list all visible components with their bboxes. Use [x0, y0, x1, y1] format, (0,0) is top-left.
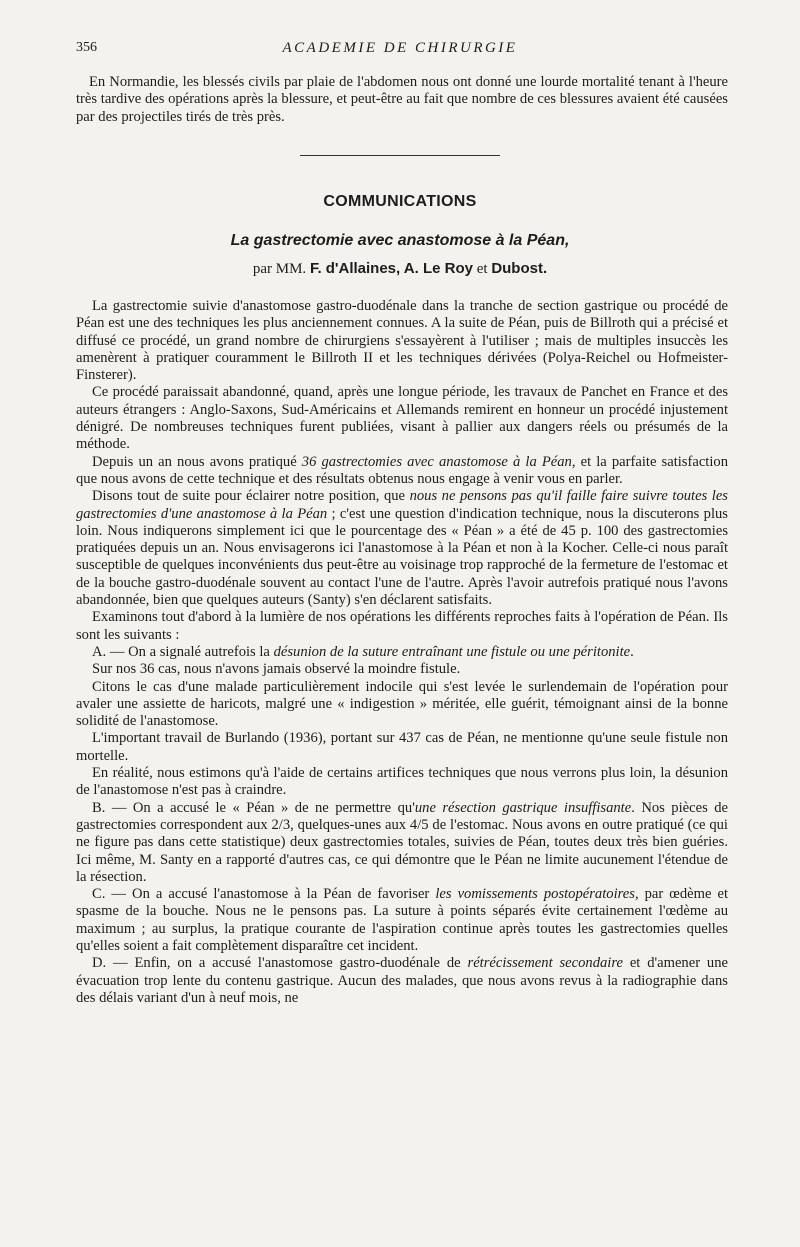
paragraph: Ce procédé paraissait abandonné, quand, après une longue période, les travaux de Panchet en France et des auteurs étrangers : Anglo-Saxons, Sud-Américains et Allemands remirent en honneur un procédé injustement dénigré. De nombreuses techniques furent publiées, visant à pallier aux dangers réels ou présumés de la méthode. — [76, 384, 728, 453]
paragraph-emphasis: rétrécissement secondaire — [467, 955, 623, 972]
paragraph-emphasis: 36 gastrectomies avec anastomose à la Péan — [301, 453, 572, 470]
paragraph-text: C. — On a accusé l'anastomose à la Péan de favoriser — [92, 886, 436, 903]
intro-text — [76, 74, 728, 126]
paragraph: En réalité, nous estimons qu'à l'aide de certains artifices techniques que nous verrons plus loin, la désunion de l'anastomose n'est pas à craindre. — [76, 765, 728, 799]
paragraph — [76, 800, 728, 886]
paragraph — [76, 644, 728, 661]
paragraph: Examinons tout d'abord à la lumière de nos opérations les différents reproches faits à l'opération de Péan. Ils sont les suivants : — [76, 609, 728, 643]
authors-last: Dubost. — [491, 260, 548, 277]
paragraph — [76, 955, 728, 1007]
paragraph-emphasis: désunion de la suture entraînant une fistule ou une péritonite — [273, 643, 631, 660]
paragraph-text: et d'amener une évacuation trop lente du contenu gastrique. Aucun des malades, que nous avons revus à la radiographie dans des délais variant d'un à neuf mois, ne — [76, 955, 728, 1006]
page-number: 356 — [76, 40, 97, 55]
paragraph-text: . Nos pièces de gastrectomies correspondent aux 2/3, quelques-unes aux 4/5 de l'estomac. Nous avons en outre pratiqué (ce qui ne figure pas dans cette statistique) deux gastrectomies totales, suivies de Péan, toutes deux très bien guéries. Ici même, M. Santy en a rapporté d'autres cas, ce qui démontre que le Péan ne limite aucunement l'étendue de la résection. — [76, 799, 728, 885]
authors-prefix: par MM. — [252, 261, 310, 277]
page-header — [76, 40, 724, 62]
running-head: ACADEMIE DE CHIRURGIE — [282, 40, 518, 56]
paragraph — [76, 886, 728, 955]
article-body — [76, 298, 728, 1007]
paragraph-text: , par œdème et spasme de la bouche. Nous ne le pensons pas. La suture à points séparés évite certainement l'œdème au maximum ; au surplus, la pratique courante de l'aspiration continue après toutes les gastrectomies quelles qu'elles soient a fait complètement disparaître cet incident. — [76, 886, 728, 954]
paragraph: Citons le cas d'une malade particulièrement indocile qui s'est levée le surlendemain de l'opération pour avaler une assiette de haricots, malgré une « indigestion » méritée, elle guérit, témoignant ainsi de la bonne solidité de l'anastomose. — [76, 678, 728, 730]
paragraph-text: Depuis un an nous avons pratiqué — [92, 453, 302, 470]
paragraph-text: B. — On a accusé le « Péan » de ne permettre qu' — [92, 799, 415, 816]
paragraph-text: . — [630, 643, 634, 660]
paragraph-emphasis: nous ne pensons pas qu'il faille faire suivre toutes les gastrectomies d'une anastomose à la Péan — [76, 488, 728, 522]
paragraph-text: ; c'est une question d'indication technique, nous la discuterons plus loin. Nous indiquerons simplement ici que le pourcentage des « Péan » a été de 45 p. 100 des gastrectomies pratiquées depuis un an. Nous envisagerons ici l'anastomose à la Péan et non à la Kocher. Celle-ci nous paraît susceptible de quelques inconvénients dus peut-être au voisinage trop rapproché de la fermeture de l'estomac et de la bouche gastro-duodénale souvent au contact l'une de l'autre. Après l'avoir autrefois pratiqué nous l'avons abandonnée, bien que quelques auteurs (Santy) s'en déclarent satisfaits. — [76, 505, 728, 609]
paragraph-emphasis: une résection gastrique insuffisante — [414, 799, 632, 816]
paragraph: Sur nos 36 cas, nous n'avons jamais observé la moindre fistule. — [92, 661, 461, 678]
paragraph-text: A. — On a signalé autrefois la — [92, 643, 274, 660]
paragraph-text: Disons tout de suite pour éclairer notre position, que — [92, 488, 410, 505]
paragraph-text: D. — Enfin, on a accusé l'anastomose gastro-duodénale de — [92, 955, 468, 972]
paragraph — [76, 488, 728, 609]
paragraph: L'important travail de Burlando (1936), portant sur 437 cas de Péan, ne mentionne qu'une seule fistule non mortelle. — [76, 730, 728, 764]
intro-paragraph: En Normandie, les blessés civils par plaie de l'abdomen nous ont donné une lourde mortalité tenant à l'heure très tardive des opérations après la blessure, et peut-être au fait que nombre de ces blessures avaient été causées par des projectiles tirés de très près. — [76, 74, 728, 125]
section-divider — [300, 155, 500, 156]
section-title: COMMUNICATIONS — [323, 193, 477, 210]
paragraph-text: , et la parfaite satisfaction que nous avons de cette technique et des résultats obtenus nous engage à venir vous en parler. — [76, 453, 729, 487]
paragraph-emphasis: les vomissements postopératoires — [435, 886, 635, 903]
article-authors — [0, 260, 800, 278]
paragraph — [76, 454, 728, 489]
paragraph: La gastrectomie suivie d'anastomose gastro-duodénale dans la tranche de section gastrique ou procédé de Péan est une des techniques les plus anciennement connues. A la suite de Péan, puis de Billroth qui a précisé et diffusé ce procédé, un grand nombre de chirurgiens s'essayèrent à l'utiliser ; mais de multiples insuccès les amenèrent à pratiquer couramment le Billroth II et les techniques dérivées (Polya-Reichel ou Hofmeister-Finsterer). — [76, 298, 728, 384]
authors-names: F. d'Allaines, A. Le Roy — [309, 260, 473, 277]
article-title: La gastrectomie avec anastomose à la Péan, — [230, 232, 570, 249]
authors-connector: et — [472, 261, 492, 277]
